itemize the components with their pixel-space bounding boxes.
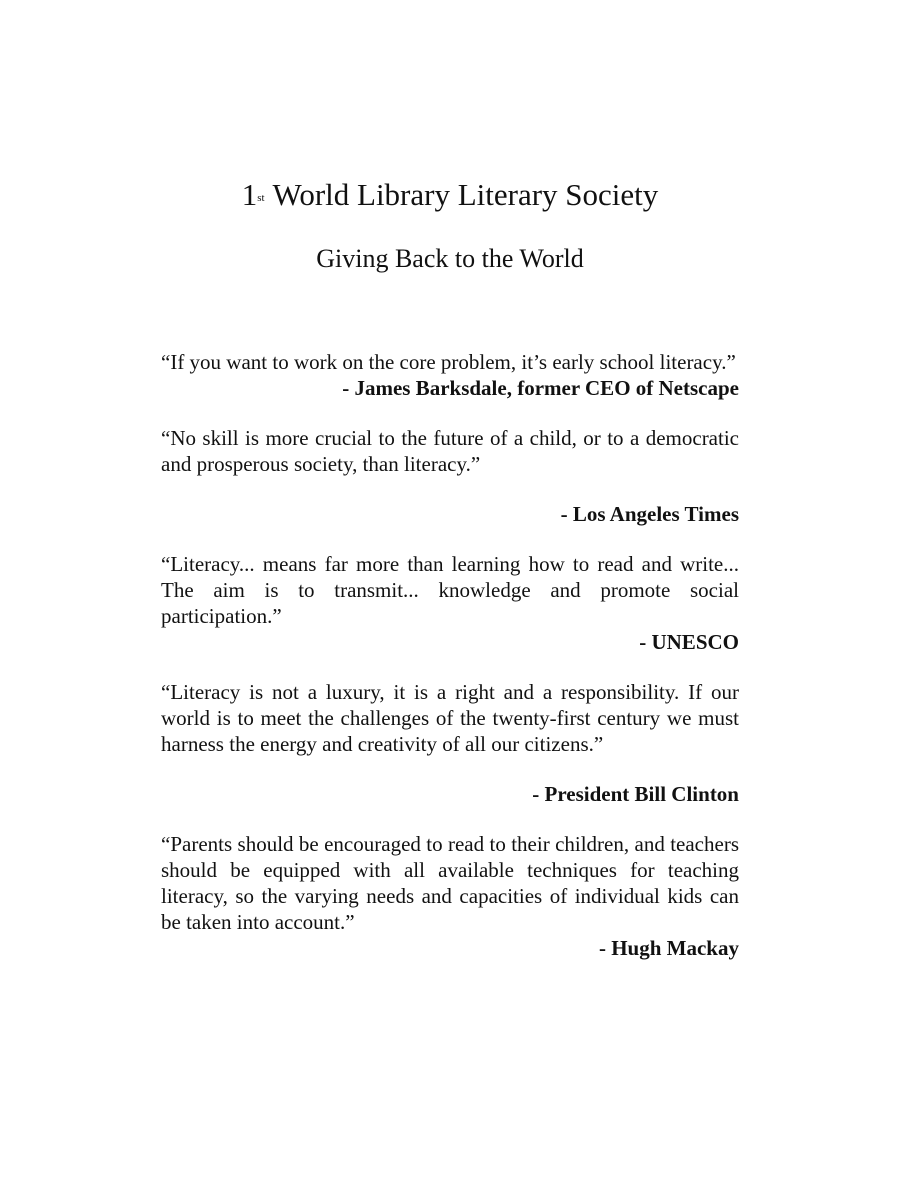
spacer — [161, 757, 739, 781]
spacer — [161, 655, 739, 679]
quote-block — [161, 425, 739, 527]
quote-text: “No skill is more crucial to the future of a child, or to a democratic and prosperous society, than literacy.” — [161, 426, 739, 476]
quote-block — [161, 551, 739, 655]
page-title — [0, 175, 900, 215]
title-superscript: st — [257, 192, 265, 204]
quote-text: “Literacy is not a luxury, it is a right and a responsibility. If our world is to meet the challenges of the twenty-first century we must harness the energy and creativity of all our citizens.” — [161, 680, 739, 756]
spacer — [161, 807, 739, 831]
quote-attribution: - James Barksdale, former CEO of Netscape — [342, 376, 739, 400]
title-rest: World Library Literary Society — [272, 177, 659, 212]
quote-attribution: - UNESCO — [639, 630, 739, 654]
spacer — [161, 477, 739, 501]
quote-block — [161, 349, 739, 401]
title-prefix: 1 — [241, 177, 258, 212]
spacer — [161, 527, 739, 551]
spacer — [161, 401, 739, 425]
quote-attribution: - Hugh Mackay — [598, 936, 739, 960]
page-subtitle: Giving Back to the World — [316, 244, 584, 273]
quote-list — [161, 349, 739, 961]
quote-attribution: - President Bill Clinton — [532, 782, 739, 806]
quote-text: “Literacy... means far more than learning how to read and write... The aim is to transmit... knowledge and promote social participation.” — [161, 552, 739, 628]
quote-block — [161, 679, 739, 807]
quote-text: “If you want to work on the core problem, it’s early school literacy.” — [161, 350, 736, 374]
quote-block — [161, 831, 739, 961]
quote-attribution: - Los Angeles Times — [560, 502, 739, 526]
quote-text: “Parents should be encouraged to read to their children, and teachers should be equipped with all available techniques for teaching literacy, so the varying needs and capacities of individual kids can be taken into account.” — [161, 832, 739, 934]
